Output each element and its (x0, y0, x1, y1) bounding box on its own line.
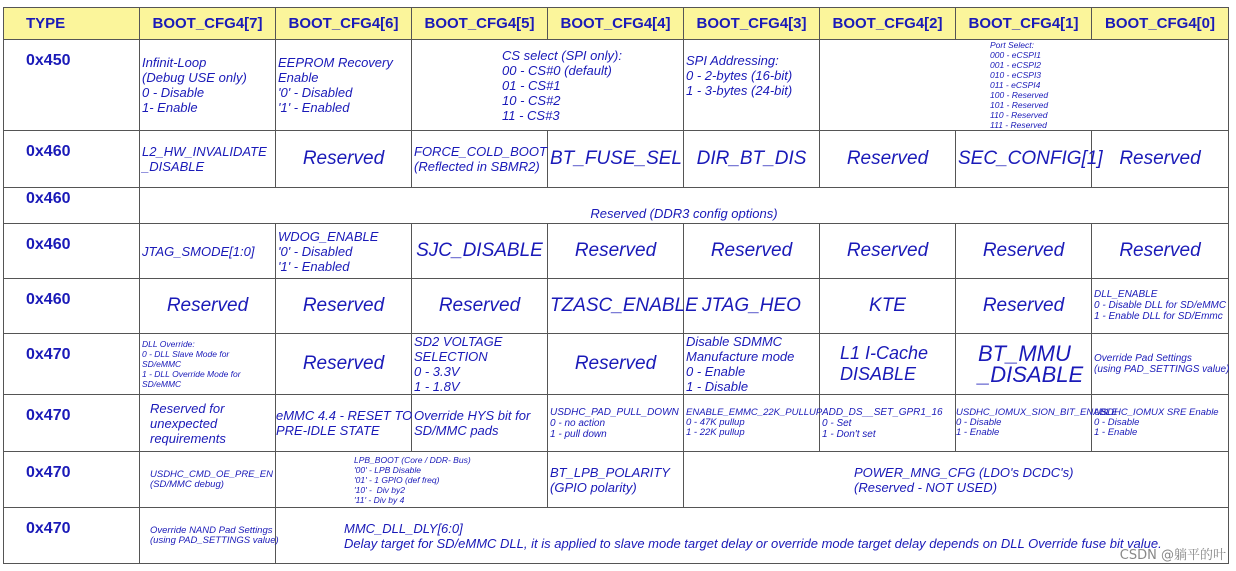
cell: WDOG_ENABLE '0' - Disabled '1' - Enabled (276, 224, 412, 279)
cell: USDHC_IOMUX_SION_BIT_ENABLE 0 - Disable 1 - Enable (956, 395, 1092, 452)
cell: TZASC_ENABLE (548, 279, 684, 334)
cell: SJC_DISABLE (412, 224, 548, 279)
cell: DLL Override: 0 - DLL Slave Mode for SD/eMMC 1 - DLL Override Mode for SD/eMMC (140, 334, 276, 395)
header-type: TYPE (4, 8, 140, 40)
cell: Reserved (548, 334, 684, 395)
cell: L2_HW_INVALIDATE _DISABLE (140, 131, 276, 188)
cell: Reserved (276, 334, 412, 395)
cell: Reserved (684, 224, 820, 279)
table-row (4, 508, 1229, 564)
cell: SPI Addressing: 0 - 2-bytes (16-bit) 1 - 3-bytes (24-bit) (684, 40, 820, 131)
type-cell: 0x470 (4, 508, 140, 564)
cell: Reserved (412, 279, 548, 334)
cell: Port Select: 000 - eCSPI1 001 - eCSPI2 010 - eCSPI3 011 - eCSPI4 100 - Reserved 101 - Reserved 110 - Reserved 111 - Reserved (820, 40, 1229, 131)
cell: Reserved for unexpected requirements (140, 395, 276, 452)
cell: USDHC_IOMUX SRE Enable 0 - Disable 1 - Enable (1092, 395, 1229, 452)
cell: CS select (SPI only): 00 - CS#0 (default) 01 - CS#1 10 - CS#2 11 - CS#3 (412, 40, 684, 131)
cell: EEPROM Recovery Enable '0' - Disabled '1' - Enabled (276, 40, 412, 131)
cell: BT_MMU _DISABLE (956, 334, 1092, 395)
type-cell: 0x470 (4, 395, 140, 452)
table-row (4, 279, 1229, 334)
cell: Infinit-Loop (Debug USE only) 0 - Disable 1- Enable (140, 40, 276, 131)
cell: Override NAND Pad Settings (using PAD_SETTINGS value) (140, 508, 276, 564)
cell: eMMC 4.4 - RESET TO PRE-IDLE STATE (276, 395, 412, 452)
cell: JTAG_HEO (684, 279, 820, 334)
cell: Reserved (548, 224, 684, 279)
watermark: CSDN @躺平的叶 (1119, 548, 1226, 563)
table-row (4, 395, 1229, 452)
cell: SEC_CONFIG[1] (956, 131, 1092, 188)
cell: BT_LPB_POLARITY (GPIO polarity) (548, 452, 684, 508)
cell: Reserved (276, 279, 412, 334)
type-cell: 0x470 (4, 452, 140, 508)
header-bit6: BOOT_CFG4[6] (276, 8, 412, 40)
cell: Reserved (956, 279, 1092, 334)
cell: DLL_ENABLE 0 - Disable DLL for SD/eMMC 1 - Enable DLL for SD/Emmc (1092, 279, 1229, 334)
cell: JTAG_SMODE[1:0] (140, 224, 276, 279)
header-bit1: BOOT_CFG4[1] (956, 8, 1092, 40)
cell: USDHC_PAD_PULL_DOWN 0 - no action 1 - pull down (548, 395, 684, 452)
header-bit7: BOOT_CFG4[7] (140, 8, 276, 40)
cell: Reserved (820, 224, 956, 279)
cell: Override HYS bit for SD/MMC pads (412, 395, 548, 452)
cell: Reserved (DDR3 config options) (140, 188, 1229, 224)
cell: Override Pad Settings (using PAD_SETTINGS value) (1092, 334, 1229, 395)
cell: FORCE_COLD_BOOT (Reflected in SBMR2) (412, 131, 548, 188)
cell: Reserved (1092, 224, 1229, 279)
type-cell: 0x470 (4, 334, 140, 395)
cell: Disable SDMMC Manufacture mode 0 - Enable 1 - Disable (684, 334, 820, 395)
cell: MMC_DLL_DLY[6:0] Delay target for SD/eMMC DLL, it is applied to slave mode target delay or override mode target delay depends on DLL Override fuse bit value. (276, 508, 1229, 564)
cell: LPB_BOOT (Core / DDR- Bus) '00' - LPB Disable '01' - 1 GPIO (def freq) '10' - Div by2 '11' - Div by 4 (276, 452, 548, 508)
cell: USDHC_CMD_OE_PRE_EN (SD/MMC debug) (140, 452, 276, 508)
cell: POWER_MNG_CFG (LDO's DCDC's) (Reserved - NOT USED) (684, 452, 1229, 508)
cell: ENABLE_EMMC_22K_PULLUP 0 - 47K pullup 1 - 22K pullup (684, 395, 820, 452)
type-cell: 0x460 (4, 224, 140, 279)
cell: KTE (820, 279, 956, 334)
header-bit5: BOOT_CFG4[5] (412, 8, 548, 40)
header-row (4, 8, 1229, 40)
type-cell: 0x460 (4, 188, 140, 224)
boot-cfg4-table (3, 7, 1229, 564)
cell: Reserved (276, 131, 412, 188)
cell: ADD_DS__SET_GPR1_16 0 - Set 1 - Don't set (820, 395, 956, 452)
header-bit0: BOOT_CFG4[0] (1092, 8, 1229, 40)
cell: BT_FUSE_SEL (548, 131, 684, 188)
type-cell: 0x460 (4, 279, 140, 334)
cell: SD2 VOLTAGE SELECTION 0 - 3.3V 1 - 1.8V (412, 334, 548, 395)
cell: Reserved (820, 131, 956, 188)
header-bit3: BOOT_CFG4[3] (684, 8, 820, 40)
cell: Reserved (1092, 131, 1229, 188)
table-row (4, 224, 1229, 279)
table-row (4, 452, 1229, 508)
table-row (4, 334, 1229, 395)
cell: Reserved (140, 279, 276, 334)
table-row (4, 40, 1229, 131)
cell: L1 I-Cache DISABLE (820, 334, 956, 395)
cell: DIR_BT_DIS (684, 131, 820, 188)
type-cell: 0x450 (4, 40, 140, 131)
header-bit2: BOOT_CFG4[2] (820, 8, 956, 40)
header-bit4: BOOT_CFG4[4] (548, 8, 684, 40)
table-row (4, 188, 1229, 224)
type-cell: 0x460 (4, 131, 140, 188)
cell: Reserved (956, 224, 1092, 279)
table-row (4, 131, 1229, 188)
